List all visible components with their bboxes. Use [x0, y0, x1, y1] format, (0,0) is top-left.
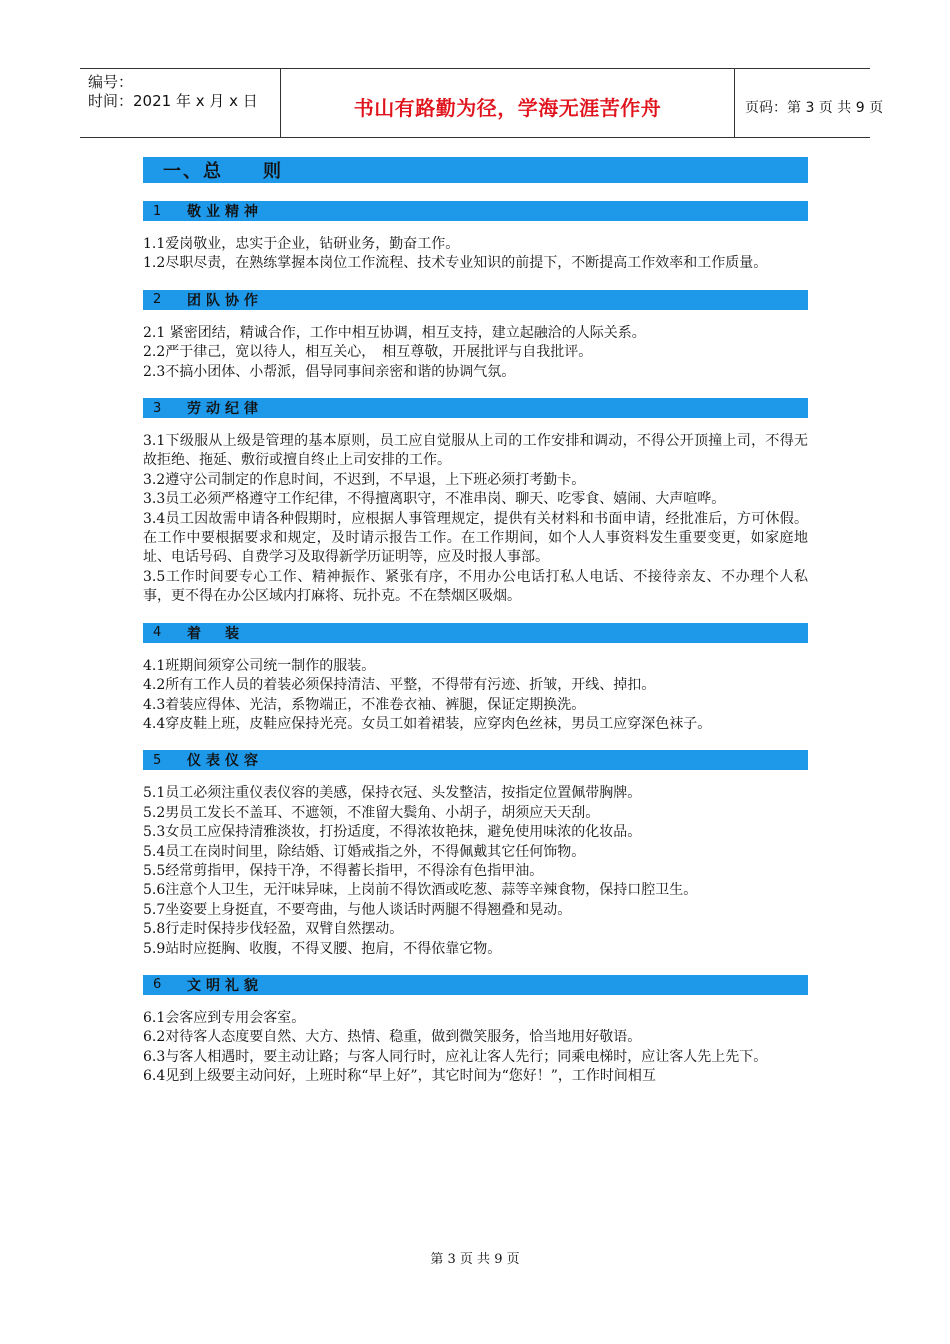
section-header-bar — [143, 750, 808, 770]
section-number: 4 — [153, 625, 162, 641]
rule-item: 6.4见到上级要主动问好，上班时称“早上好”，其它时间为“您好！”，工作时间相互 — [143, 1068, 656, 1085]
section-title: 团队协作 — [187, 292, 263, 309]
section-items — [143, 235, 808, 274]
rule-item: 4.1班期间须穿公司统一制作的服装。 — [143, 657, 376, 674]
document-date: 时间：2021 年 x 月 x 日 — [88, 92, 258, 110]
chapter-title-bar — [143, 157, 808, 183]
rule-item: 6.1会客应到专用会客室。 — [143, 1009, 306, 1026]
section-items — [143, 432, 808, 607]
section-title: 仪表仪容 — [187, 753, 263, 770]
section-title: 敬业精神 — [187, 204, 263, 220]
rule-item: 5.8行走时保持步伐轻盈，双臂自然摆动。 — [143, 921, 404, 938]
document-body — [143, 157, 808, 1103]
header-left-cell — [80, 69, 280, 137]
rule-item: 3.5工作时间要专心工作、精神振作、紧张有序，不用办公电话打私人电话、不接待亲友、不办理个人私事，更不得在办公区域内打麻将、玩扑克。不在禁烟区吸烟。 — [143, 568, 808, 605]
rule-item: 3.4员工因故需申请各种假期时，应根据人事管理规定，提供有关材料和书面申请，经批准后，方可休假。在工作中要根据要求和规定，及时请示报告工作。在工作期间，如个人人事资料发生重要变更，如家庭地址、电话号码、自费学习及取得新学历证明等，应及时报人事部。 — [143, 510, 808, 566]
section-number: 2 — [153, 292, 162, 308]
section-header-bar — [143, 975, 808, 995]
rule-item: 5.7坐姿要上身挺直，不要弯曲，与他人谈话时两腿不得翘叠和晃动。 — [143, 901, 572, 918]
rule-item: 5.3女员工应保持清雅淡妆，打扮适度，不得浓妆艳抹，避免使用味浓的化妆品。 — [143, 824, 642, 841]
section-number: 5 — [153, 752, 162, 768]
header-motto: 书山有路勤为径，学海无涯苦作舟 — [353, 95, 662, 120]
sections-container — [143, 201, 808, 1087]
rule-item: 5.1员工必须注重仪表仪容的美感，保持衣冠、头发整洁，按指定位置佩带胸牌。 — [143, 785, 642, 802]
rule-item: 6.3与客人相遇时，要主动让路；与客人同行时，应礼让客人先行；同乘电梯时，应让客人先上先下。 — [143, 1048, 768, 1065]
rule-item: 3.1下级服从上级是管理的基本原则，员工应自觉服从上司的工作安排和调动，不得公开顶撞上司，不得无故拒绝、拖延、敷衍或擅自终止上司安排的工作。 — [143, 433, 808, 469]
section-title: 文明礼貌 — [187, 977, 263, 994]
rule-item: 4.3着装应得体、光洁，系物端正，不准卷衣袖、裤腿，保证定期换洗。 — [143, 696, 586, 713]
rule-item: 5.4员工在岗时间里，除结婚、订婚戒指之外，不得佩戴其它任何饰物。 — [143, 843, 586, 860]
section-items — [143, 784, 808, 959]
section-number: 1 — [153, 203, 162, 219]
rule-item: 1.2尽职尽责，在熟练掌握本岗位工作流程、技术专业知识的前提下，不断提高工作效率和工作质量。 — [143, 255, 768, 272]
page-header — [80, 68, 884, 138]
section-header-bar — [143, 290, 808, 310]
rule-item: 2.3不搞小团体、小帮派，倡导同事间亲密和谐的协调气氛。 — [143, 363, 516, 380]
section-number: 3 — [153, 400, 162, 416]
section-header-bar — [143, 398, 808, 418]
section-title: 着 装 — [187, 625, 244, 642]
header-page-cell — [735, 69, 884, 137]
section-number: 6 — [153, 977, 162, 993]
rule-item: 6.2对待客人态度要自然、大方、热情、稳重，做到微笑服务，恰当地用好敬语。 — [143, 1029, 642, 1046]
section-title: 劳动纪律 — [187, 401, 263, 418]
rule-item: 5.5经常剪指甲，保持干净，不得蓄长指甲，不得涂有色指甲油。 — [143, 862, 544, 879]
rule-item: 1.1爱岗敬业，忠实于企业，钻研业务，勤奋工作。 — [143, 236, 460, 252]
header-motto-cell — [280, 69, 735, 137]
section-items — [143, 657, 808, 735]
section-header-bar — [143, 623, 808, 643]
chapter-title: 一、总 则 — [163, 161, 283, 182]
rule-item: 3.3员工必须严格遵守工作纪律，不得擅离职守，不准串岗、聊天、吃零食、嬉闹、大声喧哗。 — [143, 491, 726, 508]
section-items — [143, 324, 808, 382]
section-header-bar — [143, 201, 808, 221]
rule-item: 5.9站时应挺胸、收腹，不得叉腰、抱肩，不得依靠它物。 — [143, 940, 502, 957]
header-page-number: 页码：第 3 页 共 9 页 — [745, 100, 884, 116]
rule-item: 5.6注意个人卫生，无汗味异味，上岗前不得饮酒或吃葱、蒜等辛辣食物，保持口腔卫生。 — [143, 882, 698, 899]
section-items — [143, 1009, 808, 1087]
rule-item: 5.2男员工发长不盖耳、不遮领，不准留大鬓角、小胡子，胡须应天天刮。 — [143, 804, 600, 821]
rule-item: 4.4穿皮鞋上班，皮鞋应保持光亮。女员工如着裙装，应穿肉色丝袜，男员工应穿深色袜子。 — [143, 715, 712, 732]
rule-item: 3.2遵守公司制定的作息时间，不迟到，不早退，上下班必须打考勤卡。 — [143, 471, 586, 488]
page-footer: 第 3 页 共 9 页 — [430, 1252, 520, 1267]
document-number-label: 编号： — [88, 73, 134, 91]
rule-item: 2.1 紧密团结，精诚合作，工作中相互协调，相互支持，建立起融洽的人际关系。 — [143, 324, 646, 341]
rule-item: 4.2所有工作人员的着装必须保持清洁、平整，不得带有污迹、折皱，开线、掉扣。 — [143, 677, 656, 694]
rule-item: 2.2严于律己，宽以待人，相互关心， 相互尊敬，开展批评与自我批评。 — [143, 344, 593, 361]
